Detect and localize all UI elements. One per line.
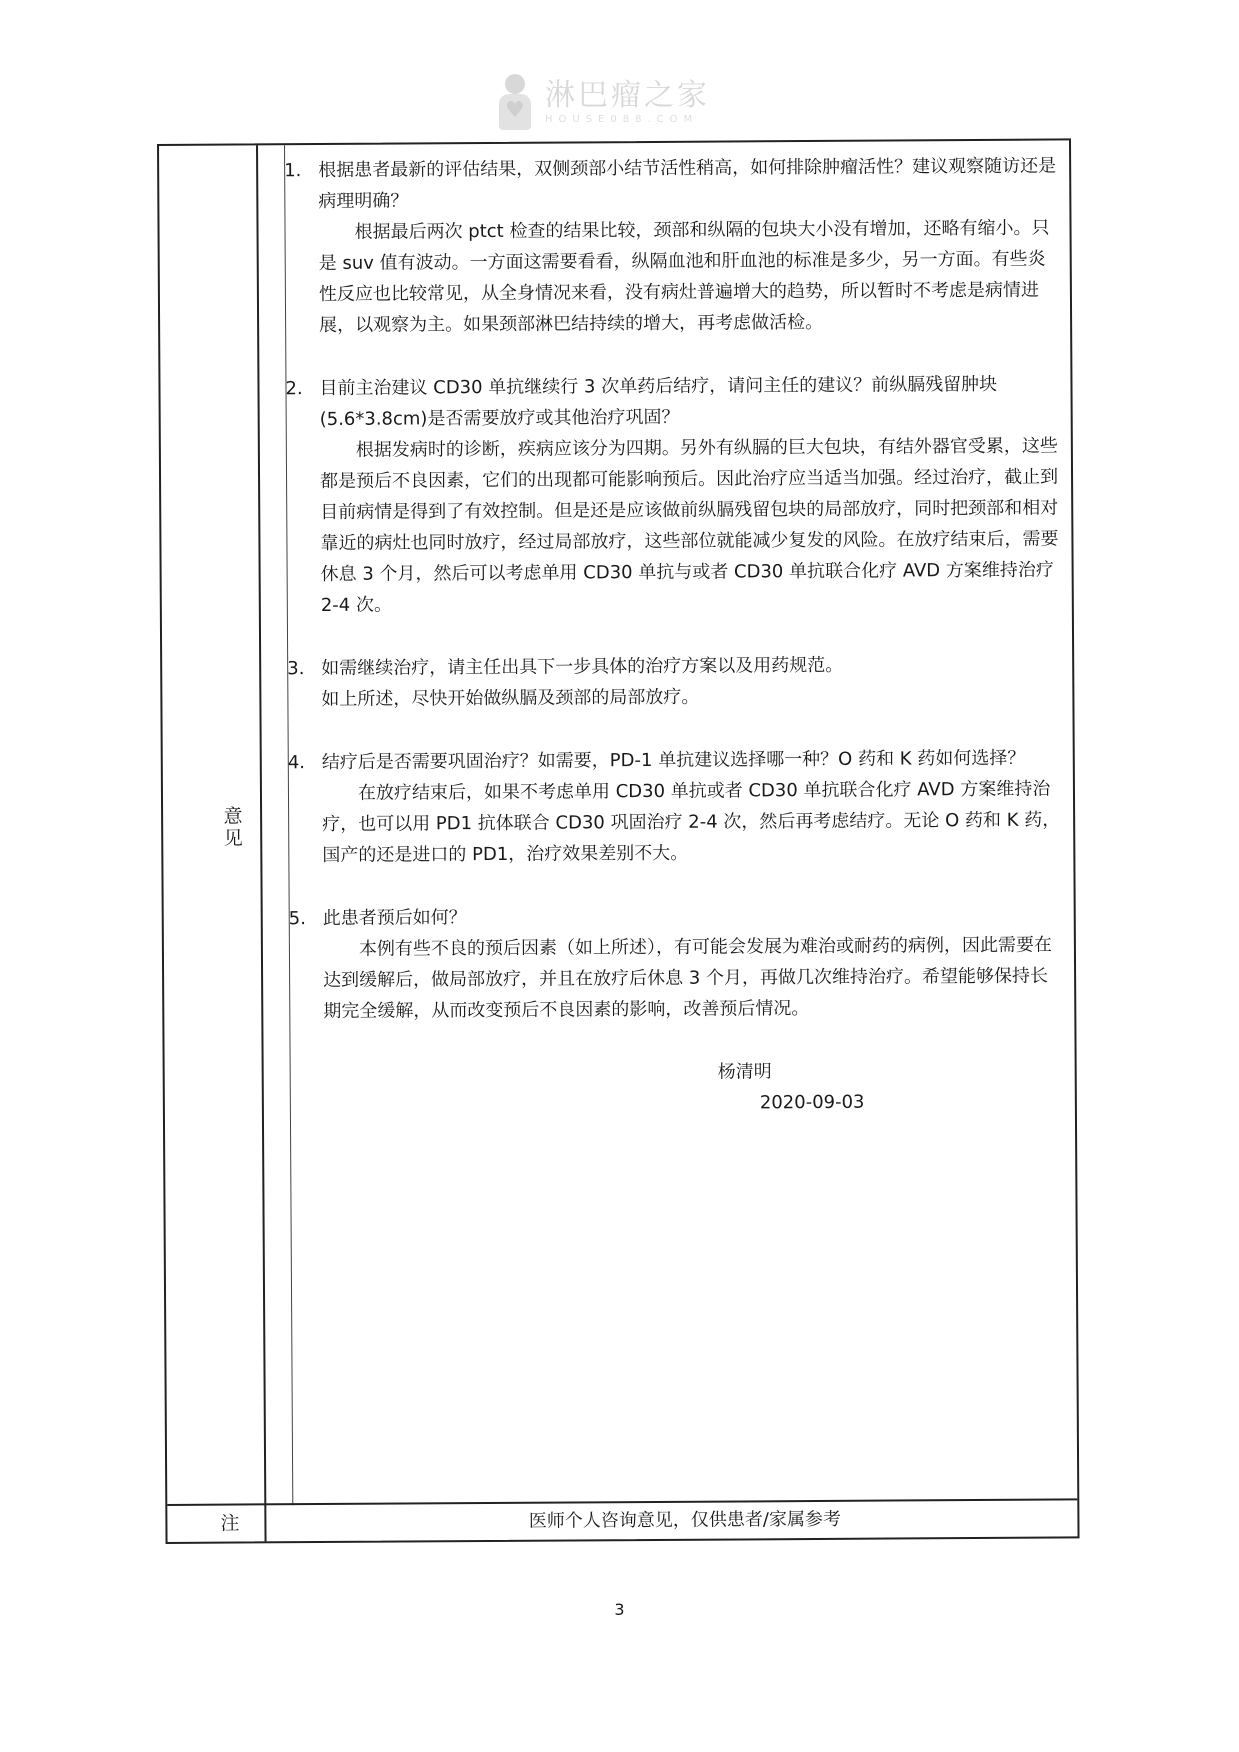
signature-name: 杨清明 xyxy=(717,1061,772,1083)
heart-icon: ♥ xyxy=(505,98,525,123)
doctor-figure-icon xyxy=(495,74,535,130)
watermark-subtitle: HOUSE088.COM xyxy=(545,114,699,125)
qa-item xyxy=(289,898,1065,1027)
watermark-title: 淋巴瘤之家 xyxy=(545,78,710,113)
watermark-logo xyxy=(495,72,725,132)
question-text: 目前主治建议 CD30 单抗继续行 3 次单药后结疗，请问主任的建议？前纵膈残留肿块(5.6*3.8cm)是否需要放疗或其他治疗巩固？ xyxy=(319,373,998,431)
qa-item xyxy=(285,368,1062,621)
answer-text: 在放疗结束后，如果不考虑单用 CD30 单抗或者 CD30 单抗联合化疗 AVD 方案维持治疗，也可以用 PD1 抗体联合 CD30 巩固治疗 2-4 次，然后再考虑结疗。无论 O 药和 K 药，国产的还是进口的 PD1，治疗效果差别不大。 xyxy=(322,778,1061,867)
question-number: 2. xyxy=(285,378,303,400)
question-number: 3. xyxy=(287,658,305,680)
consultation-form-table xyxy=(157,138,1080,1544)
answer-text: 如上所述，尽快开始做纵膈及颈部的局部放疗。 xyxy=(321,686,700,711)
question-text: 此患者预后如何？ xyxy=(322,907,467,930)
note-text: 医师个人咨询意见，仅供患者/家属参考 xyxy=(528,1508,842,1532)
answer-text: 根据最后两次 ptct 检查的结果比较，颈部和纵隔的包块大小没有增加，还略有缩小。只是 suv 值有波动。一方面这需要看看，纵隔血池和肝血池的标准是多少，另一方面。有些炎性反应也比较常见，从全身情况来看，没有病灶普遍增大的趋势，所以暂时不考虑是病情进展，以观察为主。如果颈部淋巴结持续的增大，再考虑做活检。 xyxy=(318,217,1050,337)
question-text: 根据患者最新的评估结果，双侧颈部小结节活性稍高，如何排除肿瘤活性？建议观察随访还是病理明确？ xyxy=(318,155,1057,213)
question-number: 5. xyxy=(288,908,306,930)
answer-text: 本例有些不良的预后因素（如上所述），有可能会发展为难治或耐药的病例，因此需要在达到缓解后，做局部放疗，并且在放疗后休息 3 个月，再做几次维持治疗。希望能够保持长期完全缓解，从而改变预后不良因素的影响，改善预后情况。 xyxy=(323,934,1052,1023)
question-number: 4. xyxy=(287,752,306,774)
question-text: 结疗后是否需要巩固治疗？如需要，PD-1 单抗建议选择哪一种？O 药和 K 药如何选择？ xyxy=(321,747,1026,774)
signature-block xyxy=(290,1054,1065,1121)
note-label: 注 xyxy=(220,1512,240,1535)
question-text: 如需继续治疗，请主任出具下一步具体的治疗方案以及用药规范。 xyxy=(321,654,844,680)
opinion-label: 意见 xyxy=(223,805,243,850)
answer-text: 根据发病时的诊断，疾病应该分为四期。另外有纵膈的巨大包块，有结外器官受累，这些都是预后不良因素，它们的出现都可能影响预后。因此治疗应当适当加强。经过治疗，截止到目前病情是得到了有效控制。但是还是应该做前纵膈残留包块的局部放疗，同时把颈部和相对靠近的病灶也同时放疗，经过局部放疗，这些部位就能减少复发的风险。在放疗结束后，需要休息 3 个月，然后可以考虑单用 CD30 单抗与或者 CD30 单抗联合化疗 AVD 方案维持治疗 2-4 次。 xyxy=(320,435,1059,617)
qa-item xyxy=(284,150,1060,341)
question-number: 1. xyxy=(284,160,302,182)
column-divider xyxy=(256,145,267,1541)
page-number: 3 xyxy=(614,1600,625,1619)
qa-item xyxy=(287,648,1062,715)
signature-date: 2020-09-03 xyxy=(759,1091,865,1114)
opinion-content xyxy=(284,150,1065,1121)
qa-item xyxy=(288,742,1064,871)
